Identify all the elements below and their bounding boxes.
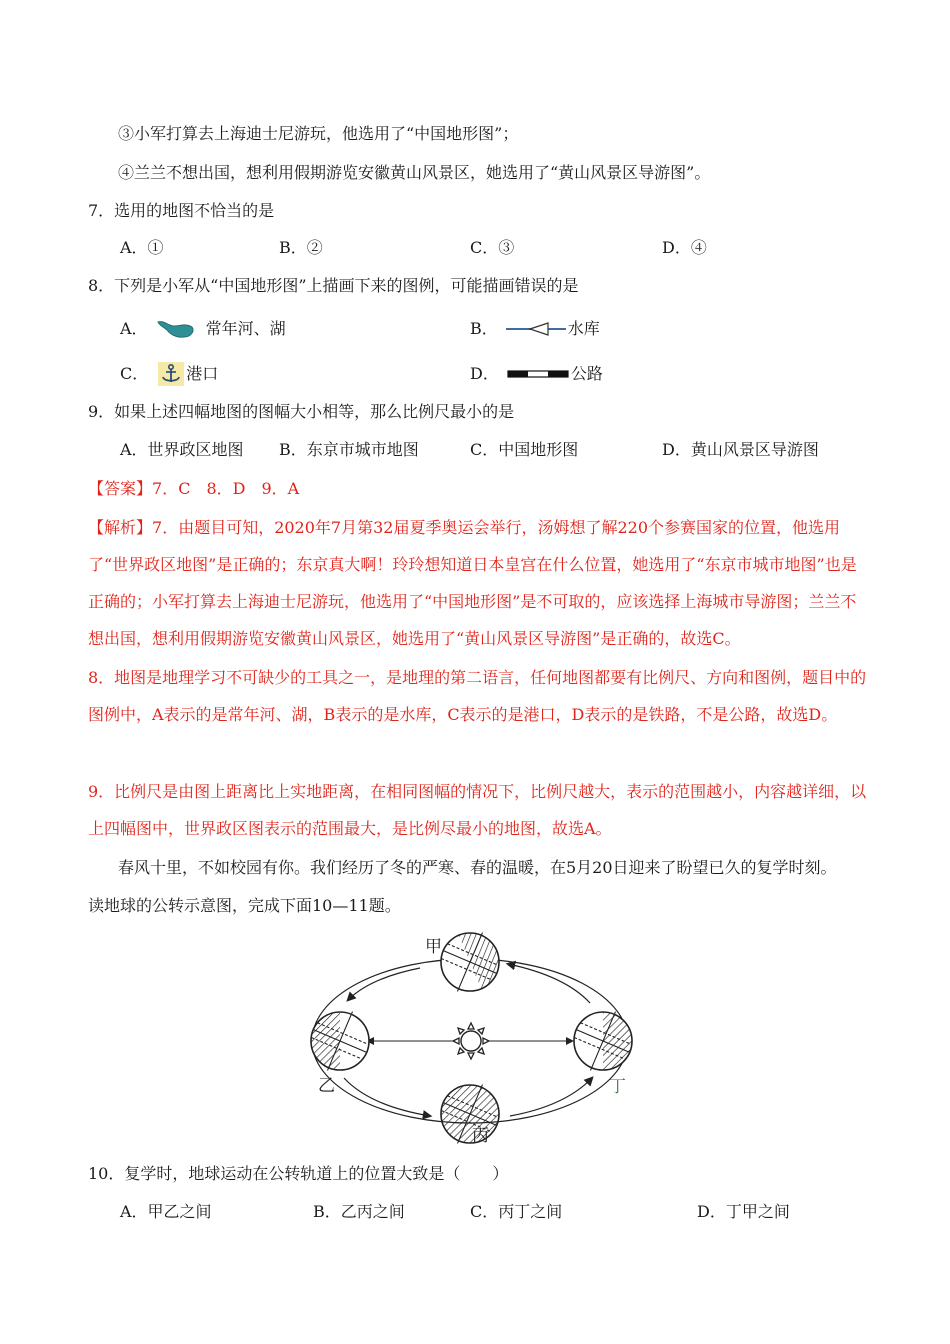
q9-option-c: C．中国地形图 bbox=[470, 440, 579, 459]
q8-option-c-label: 港口 bbox=[186, 364, 219, 383]
passage-line-2: 读地球的公转示意图，完成下面10—11题。 bbox=[88, 896, 401, 915]
q8-option-d-label: 公路 bbox=[570, 364, 603, 383]
analysis-8: 8．地图是地理学习不可缺少的工具之一，是地理的第二语言，任何地图都要有比例尺、方向和图例，题目中的图例中，A表示的是常年河、湖，B表示的是水库，C表示的是港口，D表示的是铁路，不是公路，故选D。 bbox=[88, 668, 867, 724]
q8-option-a-letter: A． bbox=[120, 319, 148, 338]
q8-option-d bbox=[470, 362, 603, 386]
analysis-tag: 【解析】 bbox=[88, 518, 153, 537]
lake-icon bbox=[156, 318, 196, 340]
earth-yi bbox=[301, 1000, 379, 1082]
reservoir-icon bbox=[506, 320, 566, 338]
q8-option-c bbox=[120, 362, 218, 386]
earth-jia bbox=[431, 928, 509, 1003]
q8-option-a bbox=[120, 317, 286, 341]
q8-stem: 8．下列是小军从“中国地形图”上描画下来的图例，可能描画错误的是 bbox=[88, 276, 579, 295]
answer-tag: 【答案】 bbox=[88, 479, 153, 498]
answer-line bbox=[88, 477, 299, 501]
q9-option-d: D．黄山风景区导游图 bbox=[662, 440, 819, 459]
anchor-icon bbox=[158, 362, 184, 386]
q9-stem: 9．如果上述四幅地图的图幅大小相等，那么比例尺最小的是 bbox=[88, 402, 515, 421]
orbit-arrow-bing-ding bbox=[510, 1078, 592, 1116]
q7-option-b: B．② bbox=[279, 238, 323, 257]
answer-text: 7．C 8．D 9．A bbox=[152, 479, 300, 498]
label-yi: 乙 bbox=[318, 1076, 335, 1096]
q8-option-b-letter: B． bbox=[470, 319, 498, 338]
label-ding: 丁 bbox=[609, 1077, 626, 1097]
analysis-9: 9．比例尺是由图上距离比上实地距离，在相同图幅的情况下，比例尺越大，表示的范围越小，内容越详细，以上四幅图中，世界政区图表示的范围最大，是比例尽最小的地图，故选A。 bbox=[88, 782, 867, 838]
q8-option-a-label: 常年河、湖 bbox=[205, 319, 286, 338]
intro-item-4: ④兰兰不想出国，想利用假期游览安徽黄山风景区，她选用了“黄山风景区导游图”。 bbox=[118, 163, 711, 182]
q9-option-b: B．东京市城市地图 bbox=[279, 440, 419, 459]
intro-item-3: ③小军打算去上海迪士尼游玩，他选用了“中国地形图”； bbox=[118, 124, 519, 143]
q10-stem: 10．复学时，地球运动在公转轨道上的位置大致是（ ） bbox=[88, 1164, 509, 1183]
q9-option-a: A．世界政区地图 bbox=[120, 440, 244, 459]
q10-option-a: A．甲乙之间 bbox=[120, 1202, 212, 1221]
earth-ding bbox=[564, 1000, 642, 1082]
q10-option-c: C．丙丁之间 bbox=[470, 1202, 563, 1221]
analysis-7 bbox=[88, 509, 868, 657]
label-jia: 甲 bbox=[425, 937, 442, 957]
q7-option-d: D．④ bbox=[662, 238, 707, 257]
earth-revolution-diagram bbox=[300, 928, 650, 1148]
q8-option-c-letter: C． bbox=[120, 364, 149, 383]
railway-icon bbox=[507, 368, 569, 380]
q8-option-b-label: 水库 bbox=[567, 319, 600, 338]
q7-option-a: A．① bbox=[120, 238, 164, 257]
q7-stem: 7．选用的地图不恰当的是 bbox=[88, 201, 275, 220]
q8-option-d-letter: D． bbox=[470, 364, 499, 383]
earth-bing bbox=[431, 1073, 509, 1148]
passage-line-1: 春风十里，不如校园有你。我们经历了冬的严寒、春的温暖，在5月20日迎来了盼望已久的复学时刻。 bbox=[118, 858, 837, 877]
q10-option-d: D．丁甲之间 bbox=[697, 1202, 790, 1221]
q8-option-b bbox=[470, 317, 600, 341]
analysis-7-text: 7．由题目可知，2020年7月第32届夏季奥运会举行，汤姆想了解220个参赛国家的位置，他选用了“世界政区地图”是正确的；东京真大啊！玲玲想知道日本皇宫在什么位置，她选用了“东京市城市地图”也是正确的；小军打算去上海迪士尼游玩，他选用了“中国地形图”是不可取的，应该选择上海城市导游图；兰兰不想出国，想利用假期游览安徽黄山风景区，她选用了“黄山风景区导游图”是正确的，故选C。 bbox=[88, 518, 857, 648]
q10-option-b: B．乙丙之间 bbox=[313, 1202, 405, 1221]
q7-option-c: C．③ bbox=[470, 238, 515, 257]
label-bing: 丙 bbox=[472, 1126, 489, 1146]
sun-icon bbox=[453, 1023, 489, 1059]
